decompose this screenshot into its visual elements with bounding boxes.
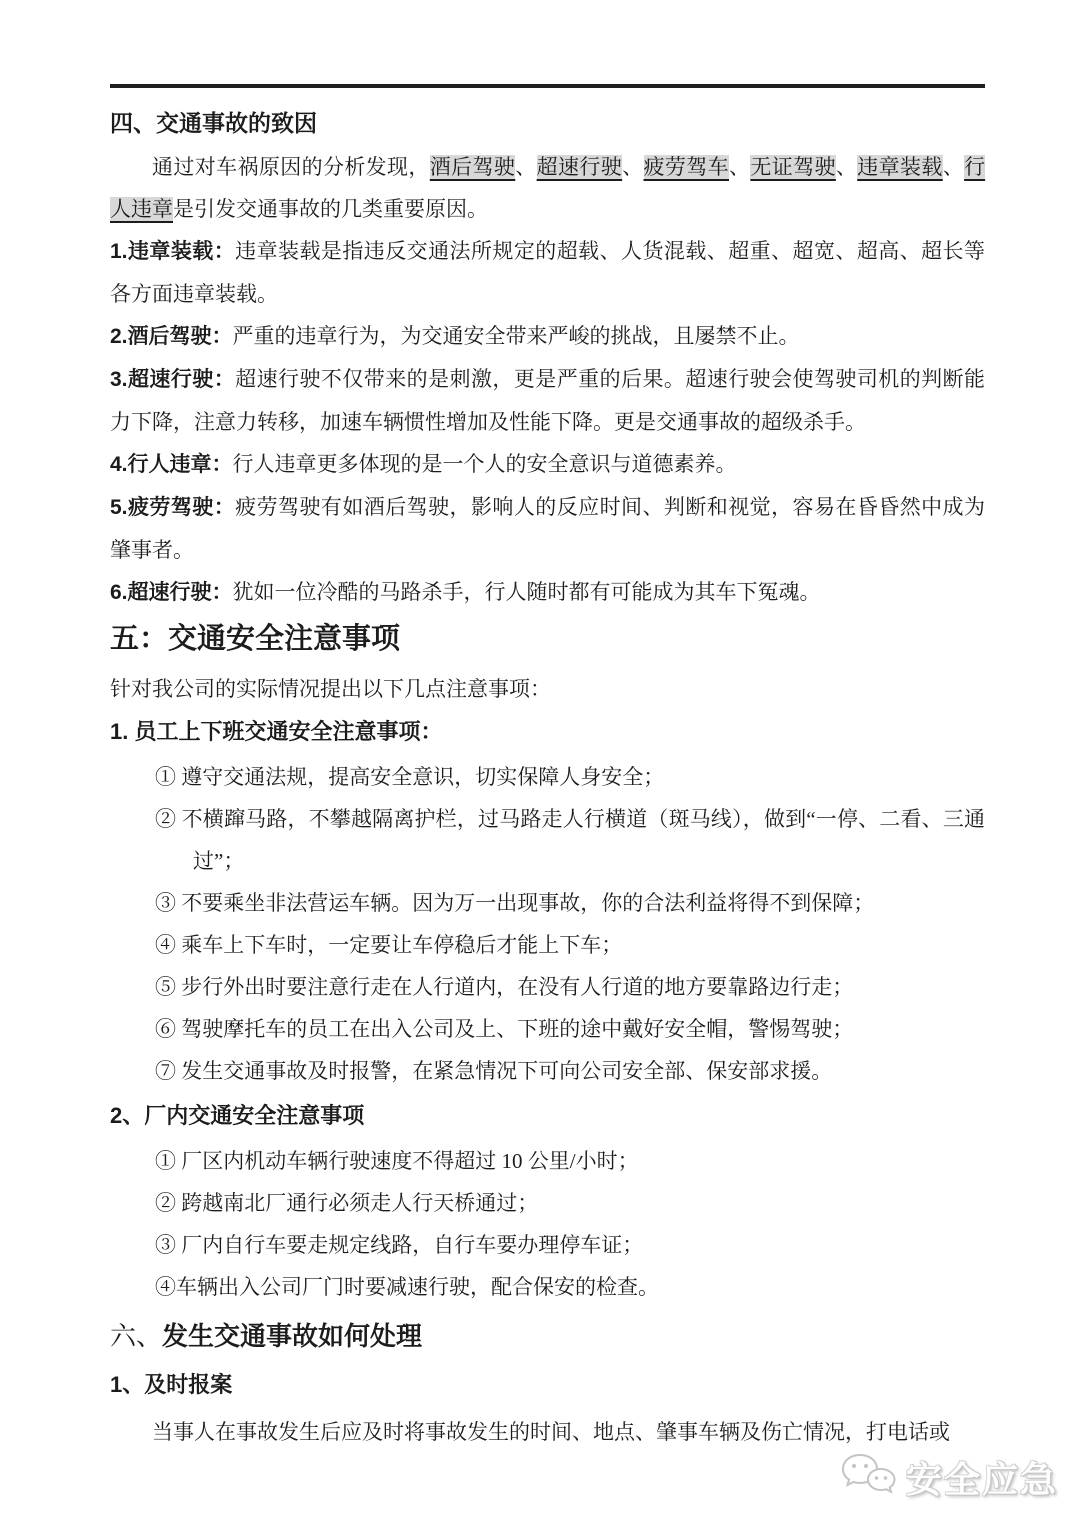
highlight-term-drunk-driving: 酒后驾驶 [429, 155, 516, 179]
section5-sub1-heading: 1. 员工上下班交通安全注意事项： [110, 719, 443, 744]
factory-rule-2: ② 跨越南北厂通行必须走人行天桥通过； [155, 1191, 539, 1215]
separator: 、 [515, 155, 537, 179]
cause-term: 2.酒后驾驶： [110, 325, 233, 348]
section5-intro: 针对我公司的实际情况提出以下几点注意事项： [110, 677, 551, 701]
section6-sub-heading: 1、及时报案 [110, 1372, 233, 1397]
cause-item-3 [110, 358, 985, 443]
cause-term: 4.行人违章： [110, 453, 233, 476]
cause-item-5 [110, 486, 985, 571]
cause-item-2 [110, 315, 985, 358]
highlight-term-illegal-loading: 违章装载 [857, 155, 943, 179]
commute-rule-3: ③ 不要乘坐非法营运车辆。因为万一出现事故，你的合法利益将得不到保障； [155, 891, 875, 915]
cause-text: 严重的违章行为，为交通安全带来严峻的挑战，且屡禁不止。 [232, 324, 800, 348]
separator: 、 [622, 155, 644, 179]
separator: 、 [835, 155, 858, 179]
commute-rule-7: ⑦ 发生交通事故及时报警，在紧急情况下可向公司安全部、保安部求援。 [155, 1059, 833, 1083]
factory-rule-4: ④车辆出入公司厂门时要减速行驶，配合保安的检查。 [155, 1275, 659, 1299]
watermark [840, 1451, 1058, 1503]
section6-title: 发生交通事故如何处理 [162, 1321, 423, 1351]
factory-rule-3: ③ 厂内自行车要走规定线路，自行车要办理停车证； [155, 1233, 644, 1257]
cause-term: 6.超速行驶： [110, 581, 233, 604]
highlight-term-unlicensed-driving: 无证驾驶 [750, 155, 836, 179]
cause-term: 5.疲劳驾驶： [110, 496, 236, 519]
cause-item-6 [110, 571, 985, 614]
cause-term: 1.违章装载： [110, 240, 236, 263]
wechat-icon [840, 1451, 898, 1503]
section5-sub2-heading: 2、厂内交通安全注意事项 [110, 1103, 365, 1128]
cause-text: 违章装载是指违反交通法所规定的超载、人货混载、超重、超宽、超高、超长等各方面违章装载。 [110, 239, 985, 306]
intro-suffix: 是引发交通事故的几类重要原因。 [173, 197, 488, 221]
section4-heading: 四、交通事故的致因 [110, 110, 317, 136]
section5-heading: 五：交通安全注意事项 [110, 623, 401, 655]
factory-rule-1: ① 厂区内机动车辆行驶速度不得超过 10 公里/小时； [155, 1149, 639, 1173]
cause-item-4 [110, 443, 985, 486]
separator: 、 [729, 155, 751, 179]
section6-number: 六、 [110, 1322, 163, 1351]
page-content [0, 84, 1080, 1453]
commute-rule-6: ⑥ 驾驶摩托车的员工在出入公司及上、下班的途中戴好安全帽，警惕驾驶； [155, 1017, 854, 1041]
watermark-text: 安全应急 [905, 1458, 1058, 1500]
cause-item-1 [110, 230, 985, 315]
commute-rule-2: ② 不横蹿马路，不攀越隔离护栏，过马路走人行横道（斑马线），做到“一停、二看、三通过”； [155, 807, 985, 873]
highlight-term-speeding: 超速行驶 [536, 155, 623, 179]
cause-text: 行人违章更多体现的是一个人的安全意识与道德素养。 [232, 452, 737, 476]
header-divider [110, 84, 985, 88]
section6-heading [110, 1318, 985, 1355]
section4-intro-paragraph [110, 146, 985, 230]
cause-term: 3.超速行驶： [110, 368, 236, 391]
cause-text: 犹如一位冷酷的马路杀手，行人随时都有可能成为其车下冤魂。 [232, 580, 821, 604]
commute-rule-1: ① 遵守交通法规，提高安全意识，切实保障人身安全； [155, 765, 665, 789]
commute-rule-5: ⑤ 步行外出时要注意行走在人行道内，在没有人行道的地方要靠路边行走； [155, 975, 854, 999]
separator: 、 [942, 155, 965, 179]
cause-text: 疲劳驾驶有如酒后驾驶，影响人的反应时间、判断和视觉，容易在昏昏然中成为肇事者。 [110, 495, 985, 562]
highlight-term-fatigue-driving: 疲劳驾车 [643, 155, 729, 179]
cause-text: 超速行驶不仅带来的是刺激，更是严重的后果。超速行驶会使驾驶司机的判断能力下降，注意力转移，加速车辆惯性增加及性能下降。更是交通事故的超级杀手。 [110, 367, 985, 434]
highlight-term-pedestrian-violation: 行人违章 [110, 155, 986, 221]
section6-paragraph: 当事人在事故发生后应及时将事故发生的时间、地点、肇事车辆及伤亡情况，打电话或 [152, 1420, 950, 1444]
commute-rule-4: ④ 乘车上下车时，一定要让车停稳后才能上下车； [155, 933, 623, 957]
intro-prefix: 通过对车祸原因的分析发现， [152, 155, 430, 179]
